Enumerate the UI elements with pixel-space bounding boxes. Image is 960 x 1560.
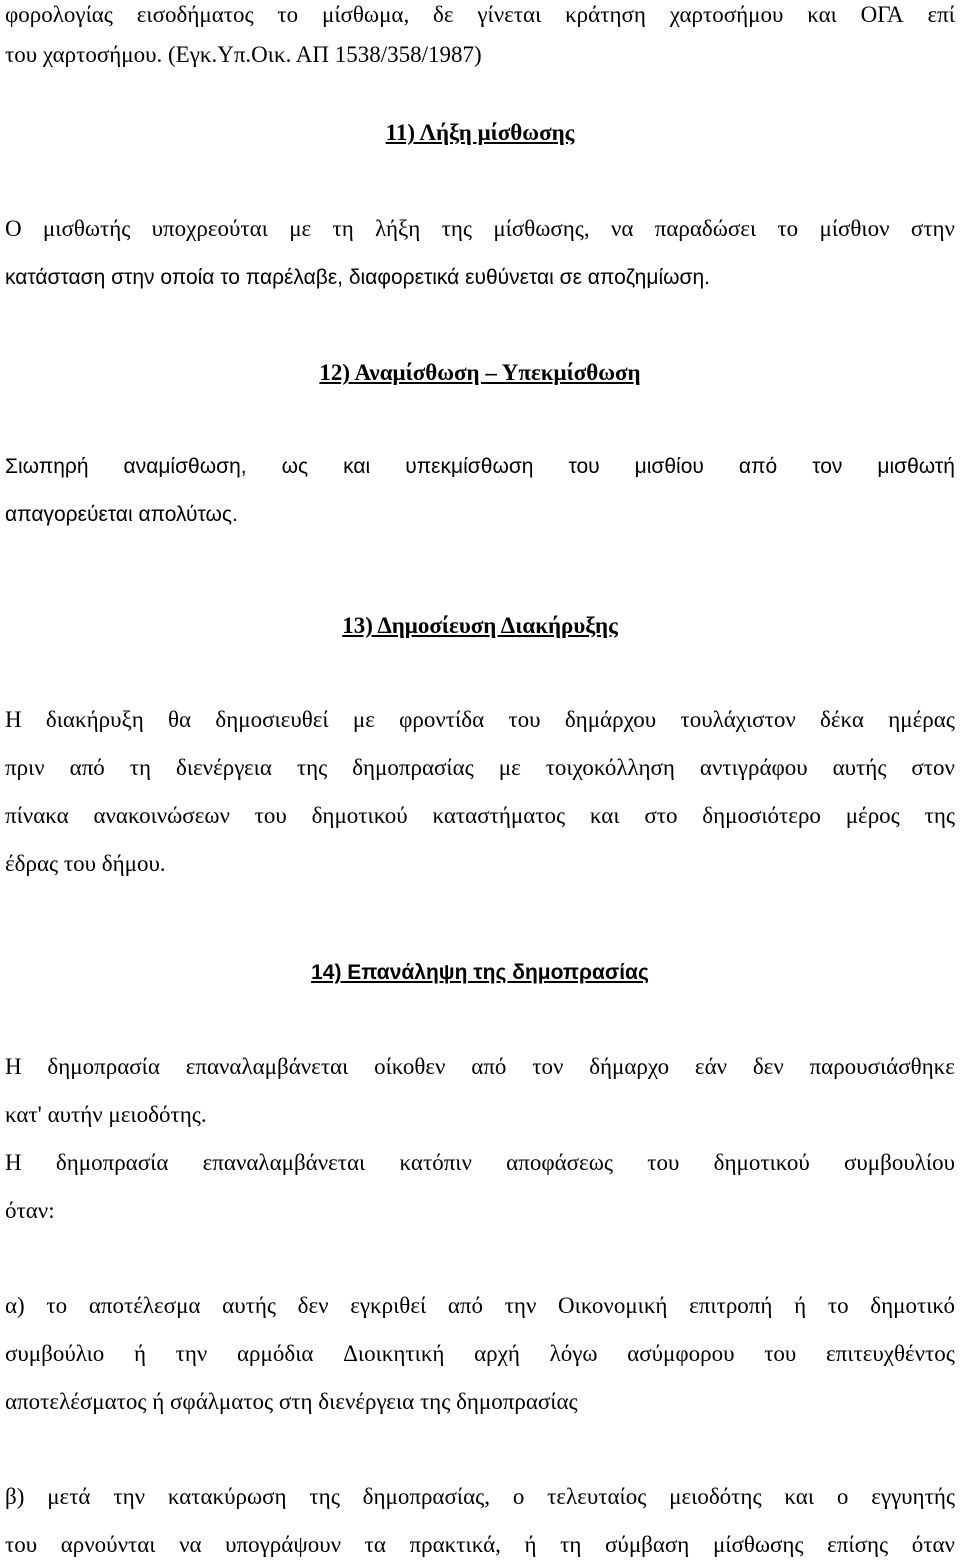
word: το [827,1293,849,1318]
word: υπεκμίσθωση [405,455,534,478]
word: του [254,803,287,828]
word: την [113,1484,145,1509]
word: τα [364,1532,386,1557]
word: πίνακα [5,803,69,828]
word: δημοπρασίας, [362,1484,490,1509]
word: φροντίδα [399,707,485,732]
word: από [69,755,105,780]
word: ο [512,1484,525,1509]
word: δέκα [820,707,864,732]
word: του [568,455,600,478]
word: και [784,1484,815,1509]
word: από [447,1293,484,1318]
word: ο [836,1484,849,1509]
word: δε [433,2,454,27]
word: ή [524,1532,537,1557]
word: τον [812,455,843,478]
word: γίνεται [477,2,542,27]
word: να [610,216,634,241]
word: μίσθωμα, [322,2,410,27]
word: στον [911,755,955,780]
word: με [498,755,521,780]
word: τη [560,1532,582,1557]
word: επίσης [827,1532,889,1557]
word: της [309,1484,340,1509]
body-text-line [5,452,955,482]
body-text-line: έδρας του δήμου. [5,851,166,876]
body-text-line: απαγορεύεται απολύτως. [5,503,238,526]
word: δεν [297,1293,329,1318]
word: όταν [911,1532,955,1557]
word: μέρος [845,803,900,828]
word: του [647,1150,680,1175]
word: Ο [5,216,22,241]
word: εγκριθεί [350,1293,427,1318]
word: Η [5,1150,22,1175]
word: διακήρυξη [45,707,144,732]
word: με [289,216,312,241]
body-text-line: του χαρτοσήμου. (Εγκ.Υπ.Οικ. ΑΠ 1538/358/1987) [5,42,482,67]
word: Διοικητική [343,1341,445,1366]
word: δημοπρασία [47,1054,160,1079]
section-heading-14: 14) Επανάληψη της δημοπρασίας [311,961,649,984]
section-heading-13: 13) Δημοσίευση Διακήρυξης [342,613,618,638]
word: μίσθωσης, [493,216,590,241]
word: και [589,803,620,828]
word: το [277,2,299,27]
word: αντιγράφου [699,755,808,780]
body-text-line: κατάσταση στην οποία το παρέλαβε, διαφορετικά ευθύνεται σε αποζημίωση. [5,266,710,289]
word: στο [644,803,678,828]
word: δημοτικό [870,1293,955,1318]
word: εισοδήματος [136,2,254,27]
word: θα [168,707,192,732]
word: λόγω [549,1341,598,1366]
word: δεν [752,1054,784,1079]
word: α) [5,1293,25,1318]
word: β) [5,1484,25,1509]
word: τοιχοκόλληση [545,755,675,780]
word: αναμίσθωση, [123,455,247,478]
word: αυτής [832,755,887,780]
section-heading-11: 11) Λήξη μίσθωσης [385,120,575,145]
body-text-line: αποτελέσματος ή σφάλματος στη διενέργεια της δημοπρασίας [5,1389,578,1414]
word: μετά [47,1484,91,1509]
word: δήμαρχο [589,1054,670,1079]
word: δημάρχου [564,707,657,732]
body-text-line [5,801,955,831]
word: λήξη [375,216,421,241]
word: επιτευχθέντος [826,1341,955,1366]
word: επαναλαμβάνεται [185,1054,349,1079]
word: ΟΓΑ [860,2,904,27]
word: παραδώσει [654,216,757,241]
word: τελευταίος [547,1484,647,1509]
word: κατόπιν [399,1150,472,1175]
word: της [296,755,328,780]
word: αρχή [474,1341,520,1366]
word: ή [794,1293,807,1318]
word: αυτής [222,1293,276,1318]
word: εγγυητής [871,1484,955,1509]
body-text-line [5,1052,955,1082]
word: εάν [694,1054,728,1079]
word: μισθωτή [877,455,955,478]
section-heading-12: 12) Αναμίσθωση – Υπεκμίσθωση [319,360,641,385]
word: υπογράψουν [225,1532,342,1557]
word: μισθωτής [42,216,131,241]
word: της [441,216,473,241]
word: αρνούνται [60,1532,156,1557]
word: την [504,1293,537,1318]
word: του [508,707,541,732]
word: παρουσιάσθηκε [809,1054,955,1079]
body-text-line [5,1530,955,1560]
word: ασύμφορου [627,1341,735,1366]
body-text-line [5,214,955,244]
word: Η [5,707,22,732]
word: τη [129,755,152,780]
word: το [46,1293,68,1318]
word: με [352,707,375,732]
word: του [764,1341,797,1366]
word: κράτηση [565,2,646,27]
word: Οικονομική [558,1293,668,1318]
word: επί [927,2,955,27]
body-text-line [5,0,955,30]
word: ως [281,455,309,478]
word: επαναλαμβάνεται [202,1150,366,1175]
word: Η [5,1054,22,1079]
word: και [807,2,837,27]
word: φορολογίας [5,2,113,27]
word: πρακτικά, [409,1532,501,1557]
word: διενέργεια [176,755,272,780]
word: του [5,1532,38,1557]
word: από [738,455,778,478]
word: σύμβαση [605,1532,690,1557]
body-text-line [5,753,955,783]
word: οίκοθεν [374,1054,446,1079]
body-text-line [5,705,955,735]
word: αρμόδια [237,1341,314,1366]
word: να [179,1532,202,1557]
body-text-line [5,1482,955,1512]
word: Σιωπηρή [5,455,89,478]
word: καταστήματος [432,803,566,828]
word: δημοτικού [713,1150,810,1175]
word: ημέρας [888,707,955,732]
word: δημοπρασίας [352,755,474,780]
word: τον [532,1054,564,1079]
body-text-line: κατ' αυτήν μειοδότης. [5,1102,207,1127]
word: της [924,803,955,828]
word: και [343,455,371,478]
word: υποχρεούται [151,216,268,241]
body-text-line [5,1291,955,1321]
word: αποτέλεσμα [88,1293,201,1318]
word: επιτροπή [689,1293,773,1318]
word: δημοσιότερο [702,803,821,828]
word: χαρτοσήμου [669,2,784,27]
word: κατακύρωση [167,1484,287,1509]
word: μίσθωσης [712,1532,804,1557]
body-text-line: όταν: [5,1198,55,1223]
word: από [471,1054,507,1079]
word: τη [332,216,354,241]
word: συμβουλίου [844,1150,955,1175]
word: αποφάσεως [506,1150,613,1175]
word: συμβούλιο [5,1341,105,1366]
word: τουλάχιστον [680,707,796,732]
word: ανακοινώσεων [93,803,230,828]
word: μίσθιον [819,216,890,241]
word: μειοδότης [669,1484,762,1509]
word: δημοτικού [311,803,408,828]
word: μισθίου [634,455,704,478]
word: δημοσιευθεί [215,707,329,732]
body-text-line [5,1339,955,1369]
word: πριν [5,755,45,780]
word: το [777,216,799,241]
word: την [175,1341,208,1366]
word: στην [910,216,955,241]
body-text-line [5,1148,955,1178]
word: δημοπρασία [55,1150,169,1175]
word: ή [133,1341,146,1366]
